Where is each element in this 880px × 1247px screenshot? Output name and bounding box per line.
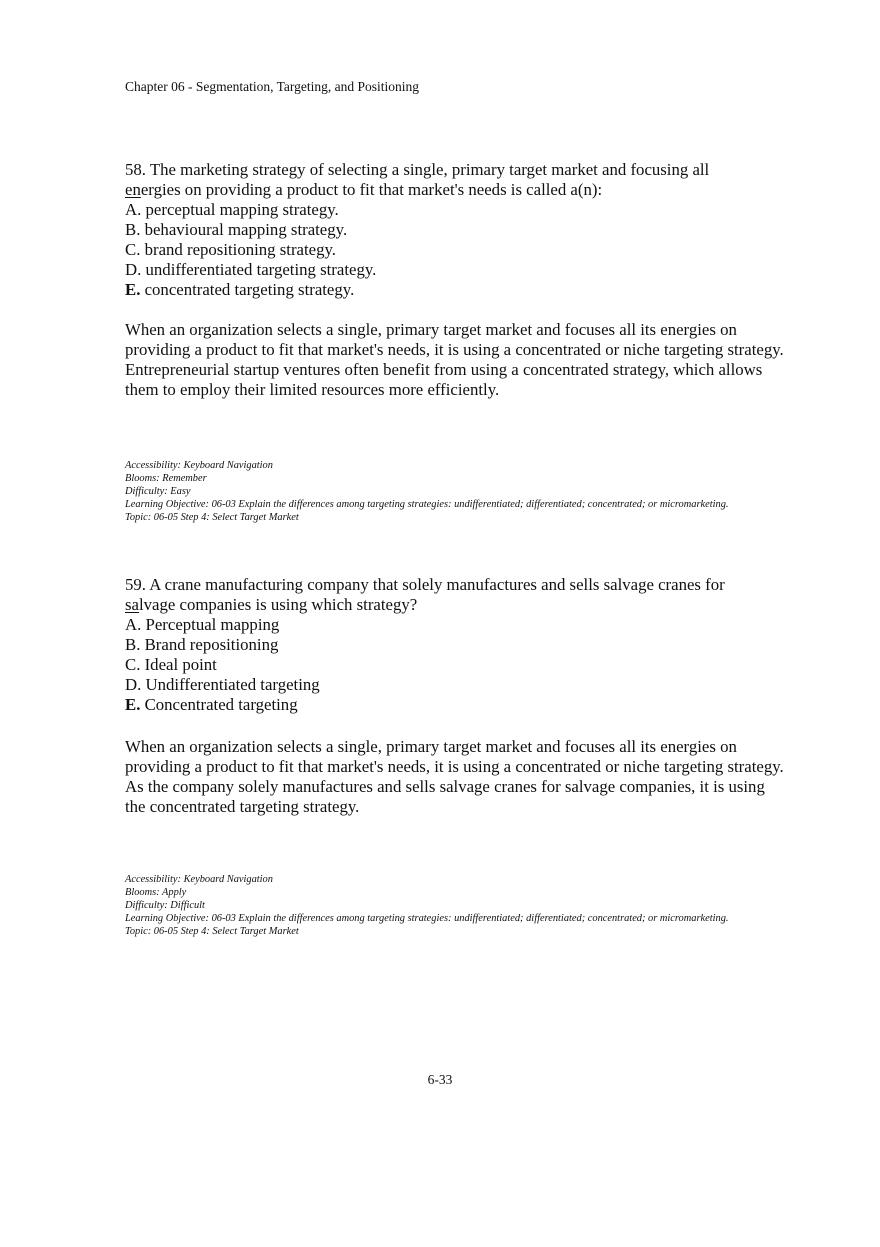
meta-difficulty: Difficulty: Easy xyxy=(125,486,191,497)
option-text: Brand repositioning xyxy=(140,635,279,654)
question-stem-rest: ergies on providing a product to fit that market's needs is called a(n): xyxy=(140,180,603,199)
correct-answer-letter: E. xyxy=(125,695,141,714)
meta-topic: Topic: 06-05 Step 4: Select Target Market xyxy=(125,926,299,937)
question-stem-line2 xyxy=(125,595,785,615)
question-stem-rest: lvage companies is using which strategy? xyxy=(138,595,418,614)
question-number: 58. xyxy=(125,160,146,179)
option-letter: A. xyxy=(125,200,142,219)
correct-answer-letter: E. xyxy=(125,280,141,299)
meta-topic: Topic: 06-05 Step 4: Select Target Market xyxy=(125,512,299,523)
option-e-correct xyxy=(125,695,785,715)
meta-accessibility: Accessibility: Keyboard Navigation xyxy=(125,460,273,471)
option-b xyxy=(125,635,785,655)
option-letter: B. xyxy=(125,220,141,239)
question-stem-line2 xyxy=(125,180,785,200)
question-59-metadata xyxy=(125,873,765,938)
meta-blooms: Blooms: Apply xyxy=(125,887,187,898)
meta-blooms: Blooms: Remember xyxy=(125,473,207,484)
question-stem xyxy=(125,160,785,180)
option-text: Undifferentiated targeting xyxy=(141,675,320,694)
option-c xyxy=(125,655,785,675)
option-a xyxy=(125,200,785,220)
meta-learning-objective: Learning Objective: 06-03 Explain the differences among targeting strategies: undifferentiated; differentiated; concentrated; or micromarketing. xyxy=(125,499,729,510)
chapter-header: Chapter 06 - Segmentation, Targeting, and Positioning xyxy=(125,79,420,94)
option-letter: A. xyxy=(125,615,142,634)
option-text: concentrated targeting strategy. xyxy=(140,280,355,299)
question-number: 59. xyxy=(125,575,146,594)
option-d xyxy=(125,675,785,695)
answer-explanation: When an organization selects a single, primary target market and focuses all its energies on providing a product to fit that market's needs, it is using a concentrated or niche targeting strategy. As the company solely manufactures and sells salvage cranes for salvage companies, it is using the concentrated targeting strategy. xyxy=(125,737,784,816)
option-b xyxy=(125,220,785,240)
option-letter: C. xyxy=(125,240,141,259)
meta-accessibility: Accessibility: Keyboard Navigation xyxy=(125,874,273,885)
option-letter: D. xyxy=(125,675,142,694)
question-58 xyxy=(125,160,785,399)
option-text: undifferentiated targeting strategy. xyxy=(141,260,377,279)
question-stem-underlined: en xyxy=(125,180,141,199)
option-letter: D. xyxy=(125,260,142,279)
question-stem-line1: The marketing strategy of selecting a single, primary target market and focusing all xyxy=(145,160,710,179)
option-e-correct xyxy=(125,280,785,300)
option-text: Ideal point xyxy=(140,655,217,674)
option-text: Perceptual mapping xyxy=(141,615,280,634)
question-59 xyxy=(125,575,785,816)
option-text: Concentrated targeting xyxy=(140,695,298,714)
option-text: perceptual mapping strategy. xyxy=(141,200,339,219)
question-stem-underlined: sa xyxy=(125,595,139,614)
question-stem xyxy=(125,575,785,595)
option-text: brand repositioning strategy. xyxy=(140,240,336,259)
meta-learning-objective: Learning Objective: 06-03 Explain the differences among targeting strategies: undifferentiated; differentiated; concentrated; or micromarketing. xyxy=(125,913,729,924)
option-a xyxy=(125,615,785,635)
page-number: 6-33 xyxy=(427,1072,453,1087)
option-d xyxy=(125,260,785,280)
meta-difficulty: Difficulty: Difficult xyxy=(125,900,205,911)
option-c xyxy=(125,240,785,260)
question-58-metadata xyxy=(125,459,765,524)
question-stem-line1: A crane manufacturing company that solely manufactures and sells salvage cranes for xyxy=(145,575,725,594)
option-letter: C. xyxy=(125,655,141,674)
option-letter: B. xyxy=(125,635,141,654)
option-text: behavioural mapping strategy. xyxy=(140,220,348,239)
answer-explanation: When an organization selects a single, primary target market and focuses all its energies on providing a product to fit that market's needs, it is using a concentrated or niche targeting strategy. Entrepreneurial startup ventures often benefit from using a concentrated strategy, which allows them to employ their limited resources more efficiently. xyxy=(125,320,784,399)
